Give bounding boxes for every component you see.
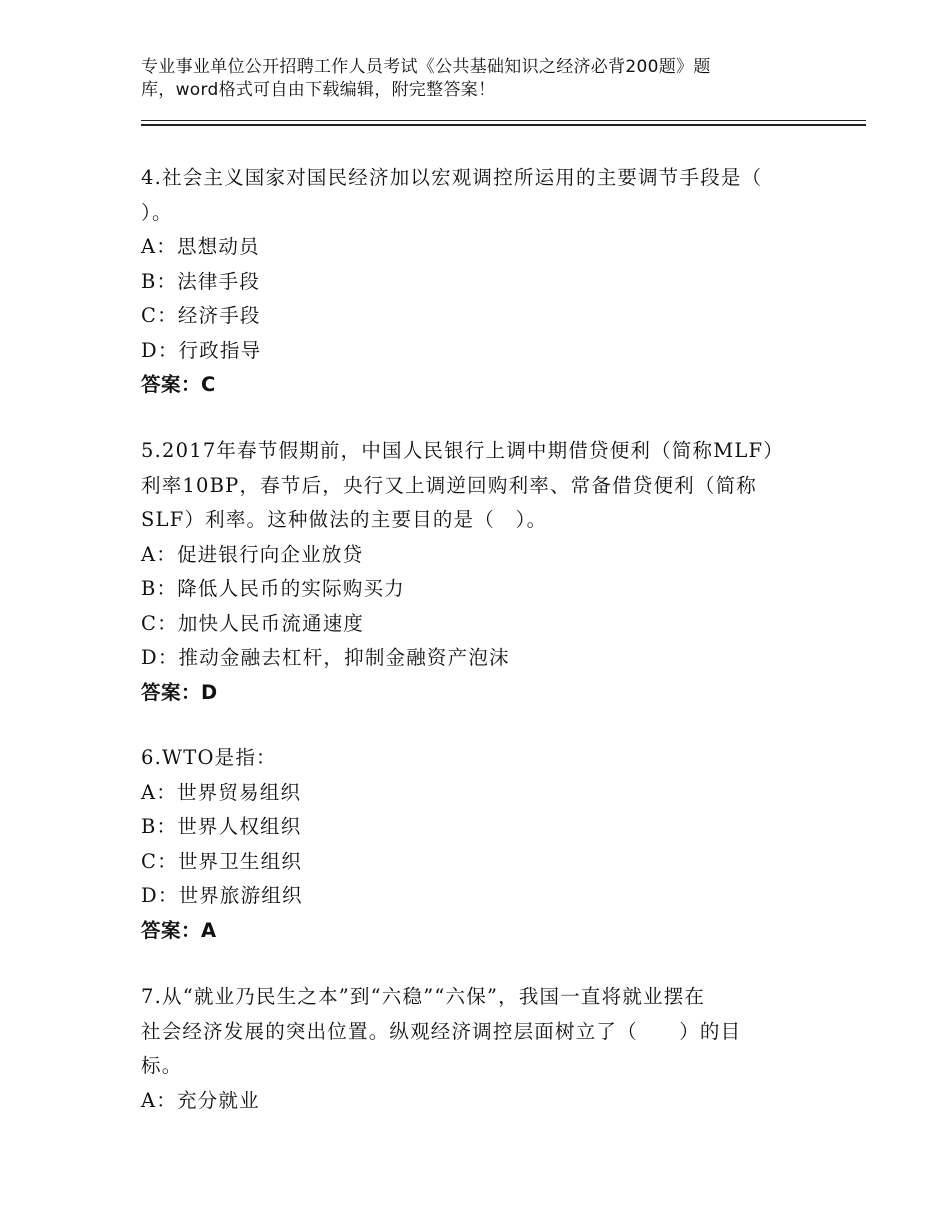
option-d: D：推动金融去杠杆，抑制金融资产泡沫 xyxy=(141,646,510,669)
option-a: A：世界贸易组织 xyxy=(141,780,302,804)
option-d: D：行政指导 xyxy=(141,338,262,362)
question-stem-line: 6.WTO是指： xyxy=(141,746,277,769)
question-stem-line: 5.2017年春节假期前，中国人民银行上调中期借贷便利（简称MLF） xyxy=(141,439,784,462)
question-stem-line: 利率10BP，春节后，央行又上调逆回购利率、常备借贷便利（简称 xyxy=(141,473,757,497)
option-d: D：世界旅游组织 xyxy=(141,884,303,907)
header-divider-thick xyxy=(141,124,866,126)
option-c: C：世界卫生组织 xyxy=(141,849,303,873)
answer-line: 答案：C xyxy=(141,373,216,396)
question-stem-line: ）。 xyxy=(141,200,173,224)
question-4 xyxy=(141,161,801,403)
document-header xyxy=(141,56,781,102)
option-c: C：经济手段 xyxy=(141,304,261,327)
option-a: A：充分就业 xyxy=(141,1088,260,1112)
option-a: A：思想动员 xyxy=(141,235,260,258)
question-stem-line: 7.从“就业乃民生之本”到“六稳”“六保”，我国一直将就业摆在 xyxy=(141,985,706,1008)
answer-line: 答案：A xyxy=(141,918,217,942)
option-b: B：世界人权组织 xyxy=(141,815,302,838)
option-b: B：法律手段 xyxy=(141,269,261,293)
option-b: B：降低人民币的实际购买力 xyxy=(141,577,405,600)
option-c: C：加快人民币流通速度 xyxy=(141,611,365,635)
header-line-1: 专业事业单位公开招聘工作人员考试《公共基础知识之经济必背200题》题 xyxy=(141,57,711,77)
option-a: A：促进银行向企业放贷 xyxy=(141,542,364,566)
header-line-2: 库，word格式可自由下载编辑，附完整答案！ xyxy=(141,80,496,100)
header-divider xyxy=(141,120,866,121)
question-7 xyxy=(141,980,801,1118)
question-stem-line: 4.社会主义国家对国民经济加以宏观调控所运用的主要调节手段是（ xyxy=(141,166,763,189)
question-stem-line: 社会经济发展的突出位置。纵观经济调控层面树立了（ ）的目 xyxy=(141,1019,742,1043)
answer-line: 答案：D xyxy=(141,680,218,704)
question-5 xyxy=(141,434,801,710)
question-6 xyxy=(141,741,801,948)
question-stem-line: 标。 xyxy=(141,1054,183,1077)
question-stem-line: SLF）利率。这种做法的主要目的是（ ）。 xyxy=(141,508,548,531)
